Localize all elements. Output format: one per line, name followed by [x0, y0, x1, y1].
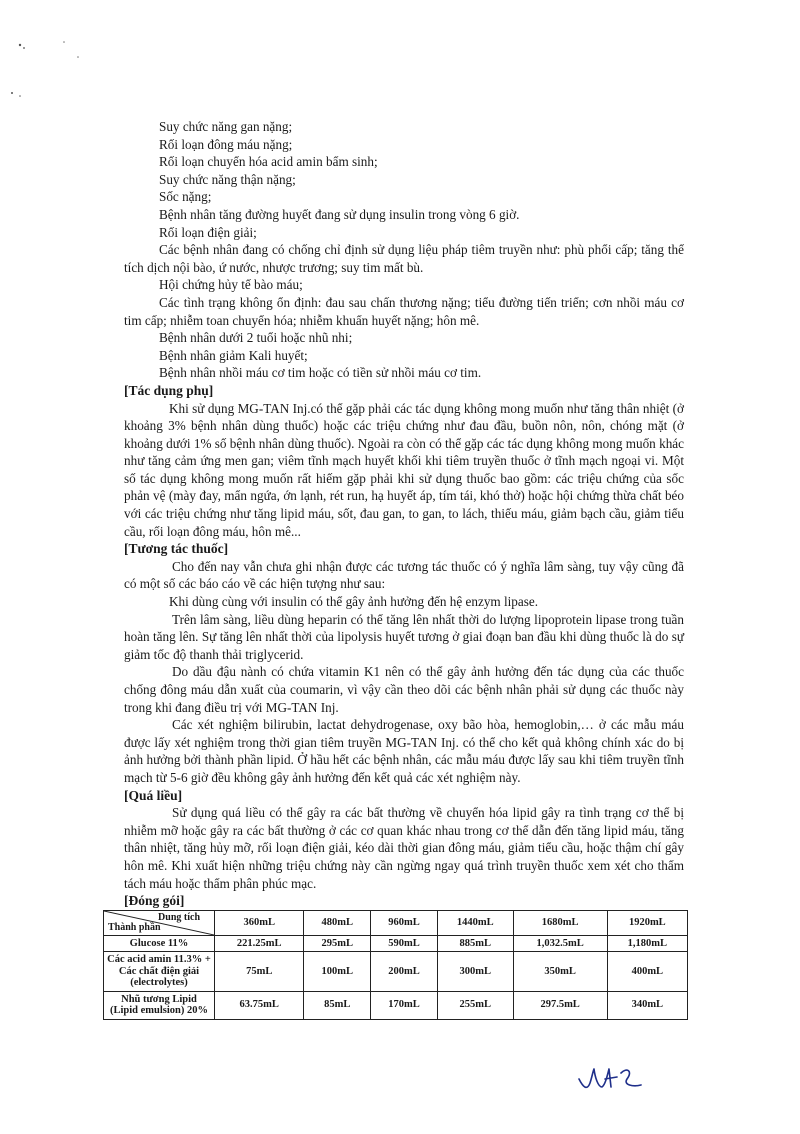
- value-cell: 221.25mL: [215, 935, 304, 952]
- list-item: Rối loạn điện giải;: [159, 224, 257, 240]
- component-cell: Glucose 11%: [104, 935, 215, 952]
- value-cell: 170mL: [371, 991, 438, 1019]
- value-cell: 100mL: [304, 952, 371, 992]
- list-item: Sốc nặng;: [159, 189, 212, 205]
- interactions-heparin: Trên lâm sàng, liều dùng heparin có thể tăng lên nhất thời do lượng lipoprotein lipase trong tuần hoàn tăng lên. Sự tăng lên nhất thời của lipolysis huyết tương ở giai đoạn ban đầu khi dùng thuốc là do sự giảm tốc độ thanh thải triglycerid.: [124, 611, 684, 662]
- scan-speck-marks: [0, 0, 120, 110]
- list-item: Các tình trạng không ổn định: đau sau chấn thương nặng; tiểu đường tiến triển; cơn nhồi máu cơ tim cấp; nhiễm toan chuyển hóa; nhiễm khuẩn huyết nặng; hôn mê.: [124, 294, 684, 328]
- value-cell: 340mL: [607, 991, 687, 1019]
- volume-header: 480mL: [304, 910, 371, 935]
- value-cell: 1,180mL: [607, 935, 687, 952]
- packaging-table: [103, 910, 688, 1020]
- contraindications-list: [124, 118, 684, 382]
- corner-volume-label: Dung tích: [158, 911, 200, 923]
- side-effects-heading: [Tác dụng phụ]: [124, 382, 214, 398]
- handwritten-initials: [575, 1057, 650, 1097]
- value-cell: 590mL: [371, 935, 438, 952]
- volume-header: 1680mL: [513, 910, 607, 935]
- value-cell: 200mL: [371, 952, 438, 992]
- interactions-intro: Cho đến nay vẫn chưa ghi nhận được các tương tác thuốc có ý nghĩa lâm sàng, tuy vậy cũng đã có một số các báo cáo về các hiện tượng như sau:: [124, 558, 684, 592]
- interactions-insulin: Khi dùng cùng với insulin có thể gây ảnh hưởng đến hệ enzym lipase.: [169, 594, 539, 610]
- list-item: Bệnh nhân giảm Kali huyết;: [159, 347, 308, 363]
- side-effects-text: Khi sử dụng MG-TAN Inj.có thể gặp phải các tác dụng không mong muốn như tăng thân nhiệt (ở khoảng 3% bệnh nhân dùng thuốc) hoặc các triệu chứng như đau đầu, buồn nôn, nôn, chóng mặt (ở khoảng dưới 1% số bệnh nhân dùng thuốc). Ngoài ra còn có thể gặp các tác dụng không mong muốn khác như tăng cảm ứng men gan; viêm tĩnh mạch huyết khối khi tiêm truyền thuốc ở tĩnh mạch ngoại vi. Một số tác dụng không mong muốn rất hiếm gặp phải khi sử dụng thuốc bao gồm: các triệu chứng của sốc phản vệ (mày đay, mẩn ngứa, ớn lạnh, rét run, hạ huyết áp, tím tái, khó thở) hoặc hội chứng thừa chất béo với các triệu chứng như tăng lipid máu, sốt, đau gan, to gan, to lách, thiếu máu, giảm bạch cầu, giảm tiểu cầu, rối loạn đông máu, hôn mê...: [124, 400, 684, 539]
- component-cell: Nhũ tương Lipid (Lipid emulsion) 20%: [104, 991, 215, 1019]
- value-cell: 295mL: [304, 935, 371, 952]
- value-cell: 297.5mL: [513, 991, 607, 1019]
- corner-header-cell: [104, 910, 215, 935]
- table-header-row: [104, 910, 688, 935]
- value-cell: 885mL: [437, 935, 513, 952]
- volume-header: 360mL: [215, 910, 304, 935]
- overdose-heading: [Quá liều]: [124, 787, 183, 803]
- interactions-lab-tests: Các xét nghiệm bilirubin, lactat dehydrogenase, oxy bão hòa, hemoglobin,… ở các mẫu máu được lấy xét nghiệm trong thời gian tiêm truyền MG-TAN Inj. có thể cho kết quả không chính xác do bị ảnh hưởng bởi thành phần lipid. Ở hầu hết các bệnh nhân, các mẫu máu được lấy sau khi tiêm truyền tĩnh mạch từ 5-6 giờ đều không gây ảnh hưởng đến kết quả các xét nghiệm này.: [124, 717, 684, 785]
- value-cell: 300mL: [437, 952, 513, 992]
- overdose-text: Sử dụng quá liều có thể gây ra các bất thường về chuyển hóa lipid gây ra tình trạng cơ thể bị nhiễm mỡ hoặc gây ra các bất thường ở các cơ quan khác nhau trong cơ thể dẫn đến tăng lipid máu, tăng thân nhiệt, tăng hủy mỡ, rối loạn điện giải, kéo dài thời gian đông máu, giảm tiểu cầu, hoặc thậm chí gây hôn mê. Khi xuất hiện những triệu chứng này cần ngừng ngay quá trình truyền thuốc xem xét cho thẩm tách máu hoặc thẩm phân phúc mạc.: [124, 805, 684, 891]
- list-item: Bệnh nhân tăng đường huyết đang sử dụng insulin trong vòng 6 giờ.: [159, 206, 520, 222]
- volume-header: 1920mL: [607, 910, 687, 935]
- table-row: [104, 952, 688, 992]
- list-item: Suy chức năng thận nặng;: [159, 171, 296, 187]
- leaflet-content: [107, 118, 684, 1020]
- value-cell: 63.75mL: [215, 991, 304, 1019]
- list-item: Suy chức năng gan nặng;: [159, 119, 293, 134]
- list-item: Các bệnh nhân đang có chống chỉ định sử dụng liệu pháp tiêm truyền như: phù phổi cấp; tăng thể tích dịch nội bào, ứ nước, nhược trương; suy tim mất bù.: [124, 242, 684, 275]
- volume-header: 1440mL: [437, 910, 513, 935]
- list-item: Rối loạn chuyển hóa acid amin bẩm sinh;: [159, 154, 378, 170]
- list-item: Bệnh nhân dưới 2 tuổi hoặc nhũ nhi;: [159, 330, 353, 346]
- value-cell: 350mL: [513, 952, 607, 992]
- volume-header: 960mL: [371, 910, 438, 935]
- value-cell: 255mL: [437, 991, 513, 1019]
- list-item: Hội chứng hủy tế bào máu;: [159, 277, 303, 293]
- value-cell: 400mL: [607, 952, 687, 992]
- value-cell: 85mL: [304, 991, 371, 1019]
- packaging-heading: [Đóng gói]: [124, 893, 185, 909]
- list-item: Rối loạn đông máu nặng;: [159, 136, 293, 152]
- corner-component-label: Thành phần: [108, 922, 161, 934]
- interactions-heading: [Tương tác thuốc]: [124, 541, 229, 557]
- table-row: [104, 991, 688, 1019]
- value-cell: 1,032.5mL: [513, 935, 607, 952]
- table-row: [104, 935, 688, 952]
- value-cell: 75mL: [215, 952, 304, 992]
- component-cell: Các acid amin 11.3% + Các chất điện giải (electrolytes): [104, 952, 215, 992]
- interactions-vitamin-k: Do dầu đậu nành có chứa vitamin K1 nên có thể gây ảnh hưởng đến tác dụng của các thuốc chống đông máu dẫn xuất của coumarin, vì vậy cần theo dõi các bệnh nhân phải sử dụng các thuốc này trong khi đang điều trị với MG-TAN Inj.: [124, 664, 684, 715]
- list-item: Bệnh nhân nhồi máu cơ tim hoặc có tiền sử nhồi máu cơ tim.: [159, 365, 482, 381]
